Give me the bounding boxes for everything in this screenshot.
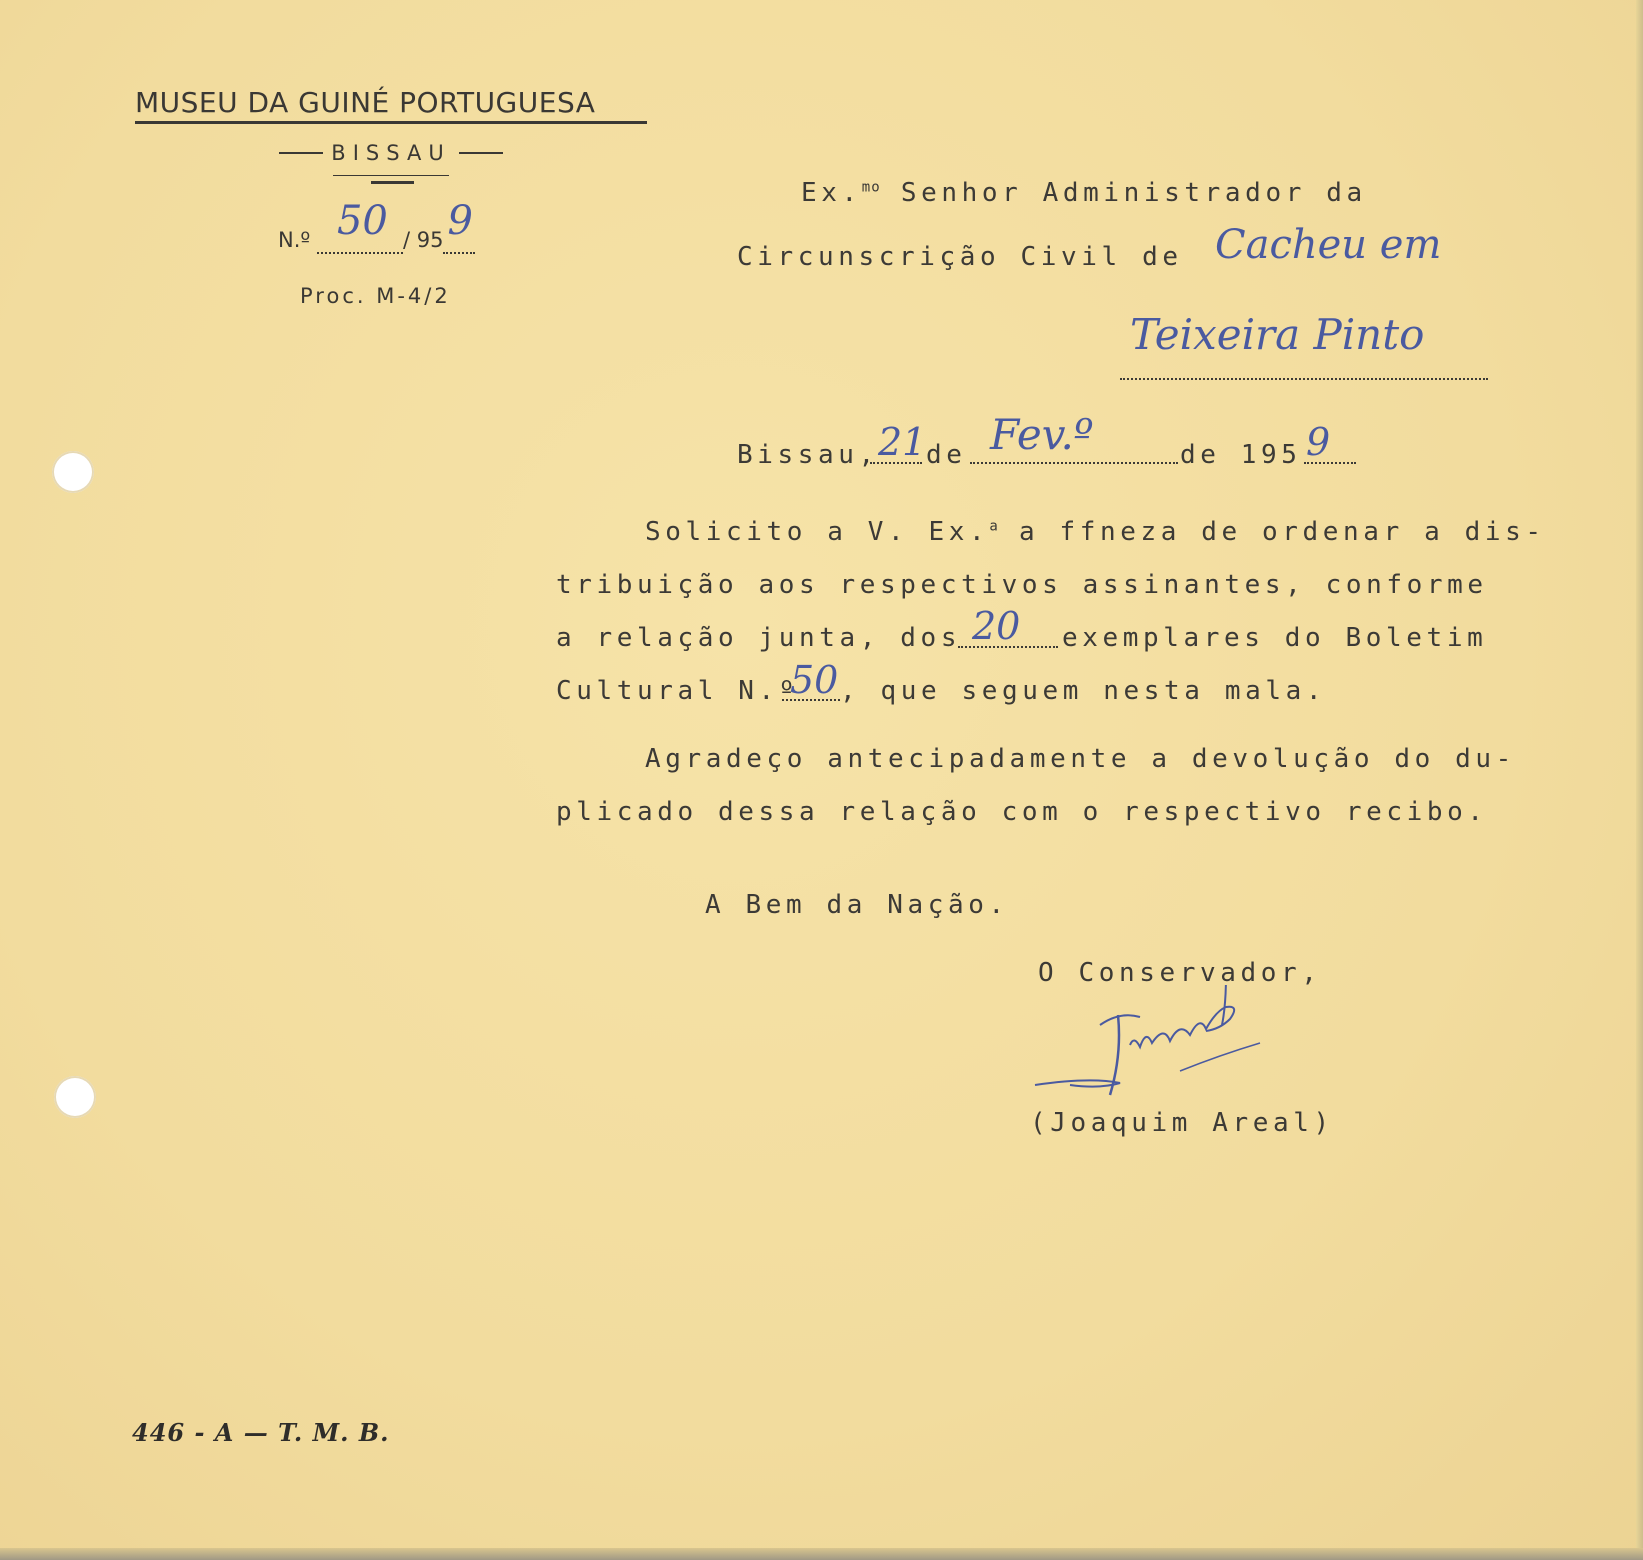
letterhead-city-row [260,138,522,168]
recipient-dotline [1120,378,1488,380]
body-p1-line-4b: , que seguem nesta mala. [840,676,1327,706]
recipient-line-1 [801,178,1367,208]
dash-right [459,152,503,154]
number-prefix: N.º [278,228,311,252]
body-p1-line-3b: exemplares do Boletim [1062,623,1488,653]
number-dotline [317,198,403,254]
paper-right-edge [1636,0,1643,1560]
date-year-digit: 9 [1306,420,1331,464]
recipient-ex-superscript: mo [861,179,881,196]
body-p1-l1-a: Solicito a V. Ex. [645,517,990,547]
closing-title: O Conservador, [1038,958,1322,988]
recipient-ex: Ex. [801,178,862,208]
letterhead-rule [135,121,647,124]
date-month: Fev.º [990,410,1094,459]
letterhead-museum-name: MUSEU DA GUINÉ PORTUGUESA [135,86,596,119]
closing-salutation: A Bem da Nação. [705,890,1009,920]
date-day: 21 [878,420,927,464]
body-p1-line-2: tribuição aos respectivos assinantes, conforme [556,570,1488,600]
signature-image [1030,985,1290,1105]
handwritten-location-1: Cacheu em [1215,222,1442,268]
date-place: Bissau, [737,440,879,470]
letterhead-small-bar [371,181,414,184]
letterhead-small-rule [333,175,449,176]
body-p1-line-3a: a relação junta, dos [556,623,962,653]
process-reference: Proc. M-4/2 [300,284,451,308]
year-dotline [443,198,475,254]
date-de-1: de [926,440,967,470]
date-month-dotline [970,462,1178,464]
handwritten-location-2: Teixeira Pinto [1130,310,1425,359]
number-year-prefix: / 95 [402,228,444,252]
reference-number [278,198,475,254]
body-p1-line-4a: Cultural N.º [556,676,800,706]
body-p1-line-1 [645,517,1546,547]
number-year-digit: 9 [447,198,473,244]
letterhead-city: BISSAU [331,141,451,165]
number-value: 50 [336,198,388,244]
bulletin-number-value: 50 [790,658,839,702]
recipient-line-2: Circunscrição Civil de [737,242,1183,272]
paper-bottom-edge [0,1548,1643,1560]
body-p2-line-1: Agradeço antecipadamente a devolução do du- [645,744,1516,774]
closing-name: (Joaquim Areal) [1030,1108,1334,1138]
dash-left [279,152,323,154]
copies-value: 20 [972,604,1021,648]
form-code: 446 - A — T. M. B. [132,1418,390,1447]
punch-hole-top [52,451,94,493]
body-p2-line-2: plicado dessa relação com o respectivo recibo. [556,797,1488,827]
recipient-title: Senhor Administrador da [880,178,1367,208]
body-p1-l1-b: a ffneza de ordenar a dis- [998,517,1546,547]
date-year-prefix: de 195 [1180,440,1302,470]
punch-hole-bottom [54,1076,96,1118]
body-p1-l1-sup: a [989,518,999,535]
